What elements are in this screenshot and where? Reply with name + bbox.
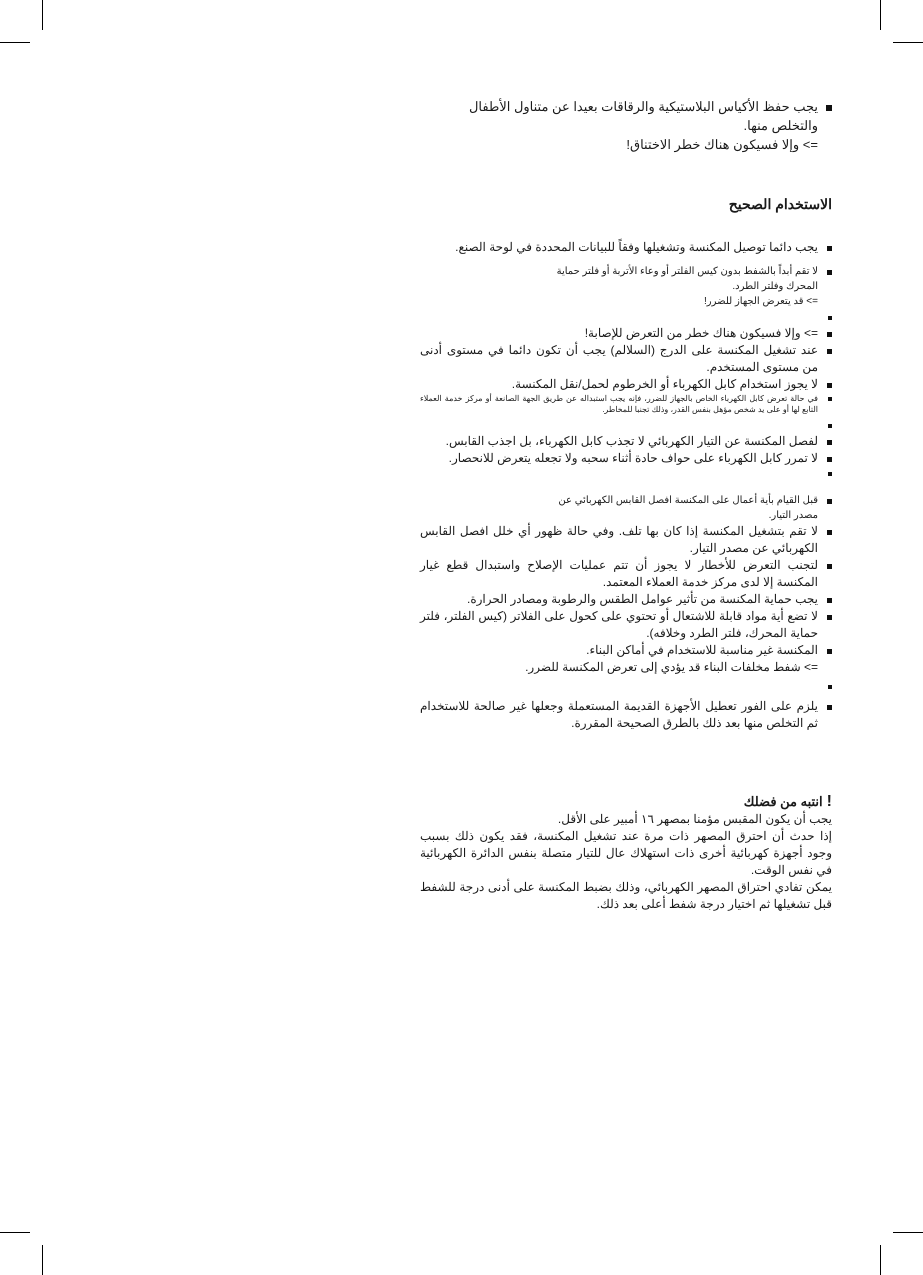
list-item: => وإلا فسيكون هناك خطر من التعرض للإصابة! bbox=[420, 325, 832, 342]
warning-paragraph: إذا حدث أن احترق المصهر ذات مرة عند تشغيل المكنسة، فقد يكون ذلك بسبب وجود أجهزة كهربائية أخرى ذات استهلاك عال للتيار متصلة بنفس الدائرة الكهربائية في نفس الوقت. bbox=[420, 829, 832, 877]
list-item: يجب دائما توصيل المكنسة وتشغيلها وفقاً للبيانات المحددة في لوحة الصنع. bbox=[420, 239, 832, 256]
crop-mark-top-left-vertical bbox=[42, 0, 43, 30]
list-item-line: => قد يتعرض الجهاز للضرر! bbox=[704, 296, 818, 307]
empty-bullet bbox=[420, 311, 832, 325]
list-item bbox=[420, 493, 832, 523]
list-item: لا تمرر كابل الكهرباء على حواف حادة أثناء سحبه ولا تجعله يتعرض للانحصار. bbox=[420, 450, 832, 467]
crop-mark-top-left-horizontal bbox=[0, 42, 30, 43]
list-item: لتجنب التعرض للأخطار لا يجوز أن تتم عمليات الإصلاح واستبدال قطع غيار المكنسة إلا لدى مركز خدمة العملاء المعتمد. bbox=[420, 557, 832, 591]
warning-title bbox=[420, 792, 832, 811]
crop-mark-bottom-left-horizontal bbox=[0, 1232, 30, 1233]
list-item: لفصل المكنسة عن التيار الكهربائي لا تجذب كابل الكهرباء، بل اجذب القابس. bbox=[420, 433, 832, 450]
warning-block bbox=[420, 792, 832, 913]
crop-mark-bottom-right-horizontal bbox=[893, 1232, 923, 1233]
section-title: الاستخدام الصحيح bbox=[728, 196, 832, 212]
list-item: لا تقم بتشغيل المكنسة إذا كان بها تلف. وفي حالة ظهور أي خلل افصل القابس الكهربائي عن مصدر التيار. bbox=[420, 523, 832, 557]
list-item-line: قبل القيام بأية أعمال على المكنسة افصل القابس الكهربائي عن bbox=[558, 495, 818, 506]
list-item: لا تضع أية مواد قابلة للاشتعال أو تحتوي على كحول على الفلاتر (كيس الفلتر، فلتر حماية المحرك، فلتر الطرد وخلافه). bbox=[420, 608, 832, 642]
warning-title-text: انتبه من فضلك bbox=[743, 794, 823, 809]
crop-mark-bottom-right-vertical bbox=[880, 1245, 881, 1275]
intro-line-1: يجب حفظ الأكياس البلاستيكية والرقاقات بعيدا عن متناول الأطفال bbox=[468, 99, 818, 114]
intro-block bbox=[420, 97, 832, 154]
empty-bullet bbox=[420, 467, 832, 481]
intro-bullet bbox=[420, 97, 832, 154]
list-item-line: => شفط مخلفات البناء قد يؤدي إلى تعرض المكنسة للضرر. bbox=[525, 660, 818, 674]
list-item: يجب حماية المكنسة من تأثير عوامل الطقس والرطوبة ومصادر الحرارة. bbox=[420, 591, 832, 608]
list-item bbox=[420, 264, 832, 309]
list-item: لا يجوز استخدام كابل الكهرباء أو الخرطوم لحمل/نقل المكنسة. bbox=[420, 376, 832, 393]
list-item-line: مصدر التيار. bbox=[768, 510, 818, 521]
empty-bullet bbox=[420, 419, 832, 433]
empty-bullet bbox=[420, 680, 832, 694]
crop-mark-top-right-vertical bbox=[880, 0, 881, 30]
intro-line-2: والتخلص منها. bbox=[743, 118, 818, 133]
list-item: عند تشغيل المكنسة على الدرج (السلالم) يجب أن تكون دائما في مستوى أدنى من مستوى المستخدم. bbox=[420, 342, 832, 376]
exclamation-icon: ! bbox=[826, 793, 832, 810]
list-item bbox=[420, 642, 832, 676]
list-item-line: لا تقم أبداً بالشفط بدون كيس الفلتر أو وعاء الأتربة أو فلتر حماية bbox=[556, 266, 818, 277]
list-item: يلزم على الفور تعطيل الأجهزة القديمة المستعملة وجعلها غير صالحة للاستخدام ثم التخلص منها بعد ذلك بالطرق الصحيحة المقررة. bbox=[420, 698, 832, 732]
warning-paragraph: يجب أن يكون المقبس مؤمنا بمصهر ١٦ أمبير على الأقل. bbox=[557, 812, 832, 826]
intro-line-3: => وإلا فسيكون هناك خطر الاختناق! bbox=[626, 137, 818, 152]
list-item-line: المكنسة غير مناسبة للاستخدام في أماكن البناء. bbox=[586, 643, 818, 657]
list-item-line: المحرك وفلتر الطرد. bbox=[732, 281, 818, 292]
crop-mark-bottom-left-vertical bbox=[42, 1245, 43, 1275]
safety-list bbox=[420, 239, 832, 732]
warning-paragraph: يمكن تفادي احتراق المصهر الكهربائي، وذلك بضبط المكنسة على أدنى درجة للشفط قبل تشغيلها ثم اختيار درجة شفط أعلى بعد ذلك. bbox=[420, 880, 832, 911]
list-item: في حالة تعرض كابل الكهرباء الخاص بالجهاز للضرر، فإنه يجب استبداله عن طريق الجهة الصانعة أو مركز خدمة العملاء التابع لها أو على يد شخص مؤهل بنفس القدر، وذلك تجنبا للمخاطر. bbox=[420, 393, 832, 415]
crop-mark-top-right-horizontal bbox=[893, 42, 923, 43]
